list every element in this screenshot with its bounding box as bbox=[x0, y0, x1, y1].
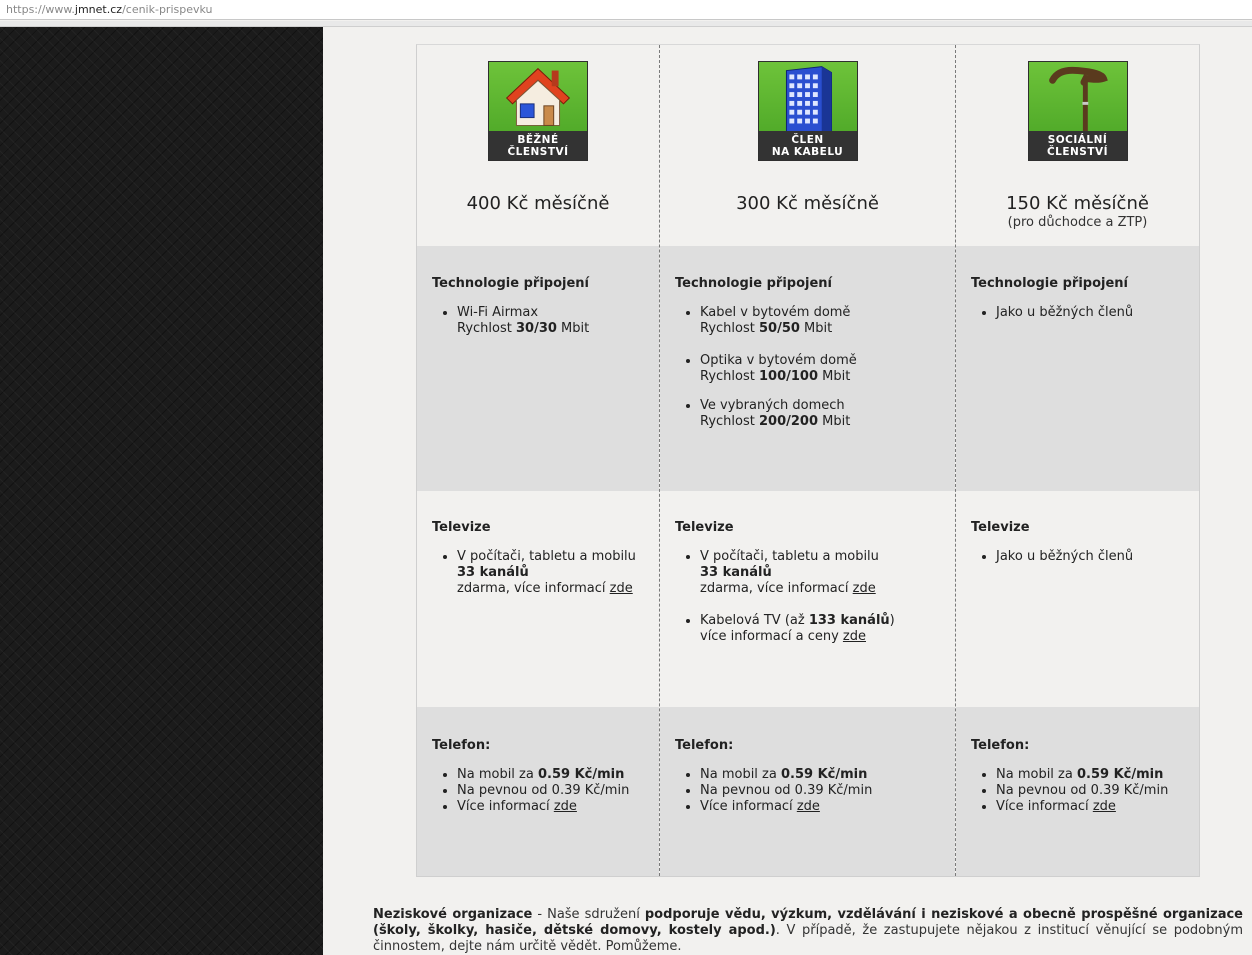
plan-column-regular bbox=[417, 45, 659, 876]
tech-heading: Technologie připojení bbox=[432, 276, 589, 291]
plan-header bbox=[956, 45, 1199, 246]
plan-header bbox=[660, 45, 955, 246]
house-icon bbox=[488, 61, 588, 161]
tv-section bbox=[956, 491, 1199, 707]
address-bar[interactable] bbox=[0, 0, 1252, 20]
url-domain: jmnet.cz bbox=[74, 3, 123, 16]
tech-section bbox=[417, 246, 659, 491]
pricing-table bbox=[416, 44, 1200, 877]
url-prefix: https://www. bbox=[6, 3, 75, 16]
telefon-info-link[interactable]: zde bbox=[1092, 799, 1116, 814]
tech-item: • Jako u běžných členů bbox=[996, 305, 1191, 321]
telefon-heading: Telefon: bbox=[971, 738, 1030, 753]
plan-icon-caption: ČLEN NA KABELU bbox=[759, 131, 857, 160]
telefon-section bbox=[956, 707, 1199, 876]
telefon-section bbox=[417, 707, 659, 876]
plan-price-note: (pro důchodce a ZTP) bbox=[1007, 215, 1148, 230]
tech-section bbox=[660, 246, 955, 491]
tv-info-link[interactable]: zde bbox=[852, 581, 876, 596]
tech-heading: Technologie připojení bbox=[675, 276, 832, 291]
tech-item: • Optika v bytovém domě Rychlost 100/100 Mbit bbox=[700, 353, 947, 385]
telefon-section bbox=[660, 707, 955, 876]
tech-item: • Ve vybraných domech Rychlost 200/200 Mbit bbox=[700, 398, 947, 430]
tv-item: • Jako u běžných členů bbox=[996, 549, 1191, 565]
telefon-info: • Více informací zde bbox=[996, 799, 1191, 815]
plan-price: 400 Kč měsíčně bbox=[466, 193, 610, 214]
tech-item: • Wi-Fi Airmax Rychlost 30/30 Mbit bbox=[457, 305, 651, 337]
left-sidebar-pattern bbox=[0, 27, 323, 955]
building-icon bbox=[758, 61, 858, 161]
tv-heading: Televize bbox=[432, 520, 491, 535]
plan-icon-caption: BĚŽNÉ ČLENSTVÍ bbox=[489, 131, 587, 160]
telefon-mobile: • Na mobil za 0.59 Kč/min bbox=[700, 767, 947, 783]
telefon-heading: Telefon: bbox=[432, 738, 491, 753]
walking-cane-icon bbox=[1028, 61, 1128, 161]
telefon-info-link[interactable]: zde bbox=[553, 799, 577, 814]
tv-section bbox=[660, 491, 955, 707]
tech-heading: Technologie připojení bbox=[971, 276, 1128, 291]
tv-item: • V počítači, tabletu a mobilu 33 kanálů zdarma, více informací zde bbox=[457, 549, 651, 597]
tv-item: • Kabelová TV (až 133 kanálů) více informací a ceny zde bbox=[700, 613, 947, 645]
main-content bbox=[323, 27, 1252, 955]
tech-section bbox=[956, 246, 1199, 491]
telefon-mobile: • Na mobil za 0.59 Kč/min bbox=[996, 767, 1191, 783]
telefon-info: • Více informací zde bbox=[457, 799, 651, 815]
telefon-mobile: • Na mobil za 0.59 Kč/min bbox=[457, 767, 651, 783]
nonprofit-label: Neziskové organizace bbox=[373, 907, 533, 922]
plan-header bbox=[417, 45, 659, 246]
tv-info-link[interactable]: zde bbox=[609, 581, 633, 596]
tv-section bbox=[417, 491, 659, 707]
plan-column-cable bbox=[659, 45, 955, 876]
telefon-info-link[interactable]: zde bbox=[796, 799, 820, 814]
telefon-landline: • Na pevnou od 0.39 Kč/min bbox=[700, 783, 947, 799]
telefon-landline: • Na pevnou od 0.39 Kč/min bbox=[996, 783, 1191, 799]
tv-heading: Televize bbox=[971, 520, 1030, 535]
telefon-landline: • Na pevnou od 0.39 Kč/min bbox=[457, 783, 651, 799]
plan-icon-caption: SOCIÁLNÍ ČLENSTVÍ bbox=[1029, 131, 1127, 160]
plan-price: 300 Kč měsíčně bbox=[736, 193, 879, 214]
tv-cable-link[interactable]: zde bbox=[842, 629, 866, 644]
tech-item: • Kabel v bytovém domě Rychlost 50/50 Mbit bbox=[700, 305, 947, 337]
url-path: /cenik-prispevku bbox=[122, 3, 213, 16]
nonprofit-note: Neziskové organizace - Naše sdružení podporuje vědu, výzkum, vzdělávání i neziskové a obecně prospěšné organizace (školy, školky, hasiče, dětské domovy, kostely apod.). V případě, že zastupujete nějakou z institucí věnující se podobným činnostem, dejte nám určitě vědět. Pomůžeme. bbox=[373, 907, 1243, 954]
tv-item: • V počítači, tabletu a mobilu 33 kanálů zdarma, více informací zde bbox=[700, 549, 947, 597]
plan-price: 150 Kč měsíčně bbox=[1006, 193, 1149, 214]
tv-heading: Televize bbox=[675, 520, 734, 535]
plan-column-social bbox=[955, 45, 1199, 876]
telefon-heading: Telefon: bbox=[675, 738, 734, 753]
telefon-info: • Více informací zde bbox=[700, 799, 947, 815]
